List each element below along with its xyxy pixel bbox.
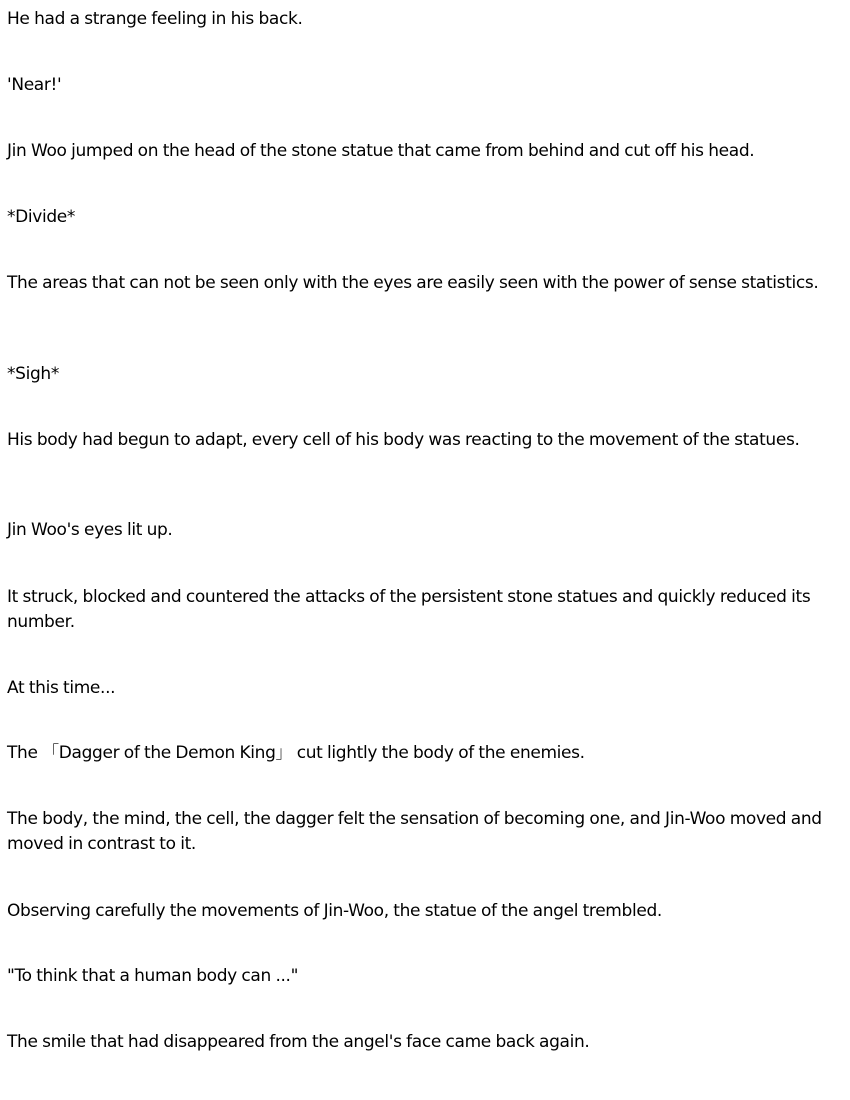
paragraph: *Divide*	[7, 207, 76, 227]
paragraph: The smile that had disappeared from the angel's face came back again.	[7, 1032, 590, 1052]
paragraph: Observing carefully the movements of Jin-Woo, the statue of the angel trembled.	[7, 901, 662, 921]
paragraph: He had a strange feeling in his back.	[7, 9, 303, 29]
paragraph: It struck, blocked and countered the attacks of the persistent stone statues and quickly reduced its number.	[7, 587, 811, 632]
paragraph: The body, the mind, the cell, the dagger felt the sensation of becoming one, and Jin-Woo moved and moved in contrast to it.	[7, 809, 822, 854]
paragraph: *Sigh*	[7, 364, 59, 384]
paragraph: 'Near!'	[7, 75, 62, 95]
paragraph: "To think that a human body can ..."	[7, 966, 299, 986]
paragraph: Jin Woo's eyes lit up.	[7, 520, 173, 540]
paragraph: Jin Woo jumped on the head of the stone statue that came from behind and cut off his head.	[7, 141, 755, 161]
paragraph: The 「Dagger of the Demon King」 cut lightly the body of the enemies.	[7, 743, 585, 763]
paragraph: His body had begun to adapt, every cell of his body was reacting to the movement of the statues.	[7, 430, 800, 450]
paragraph: At this time...	[7, 678, 116, 698]
paragraph: The areas that can not be seen only with the eyes are easily seen with the power of sense statistics.	[7, 273, 819, 293]
